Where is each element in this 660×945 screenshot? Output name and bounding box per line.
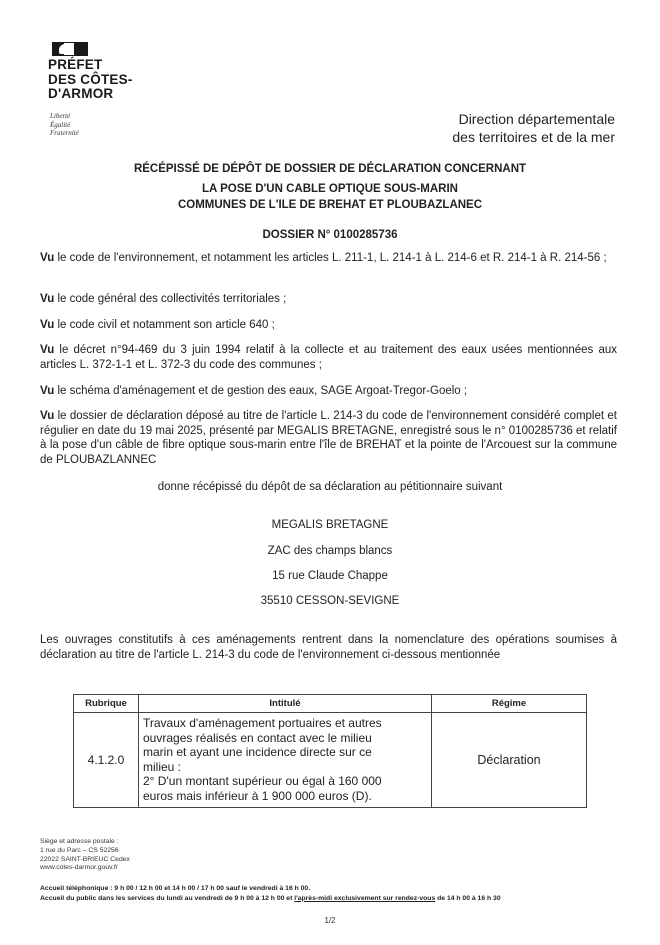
footer-phone-hours: Accueil téléphonique : 9 h 00 / 12 h 00 et 14 h 00 / 17 h 00 sauf le vendredi à 16 h 00. [40, 885, 311, 892]
petitionnaire-address-3: 35510 CESSON-SEVIGNE [260, 595, 400, 607]
header-intitule: Intitulé [139, 695, 432, 713]
vu-label: Vu [40, 385, 55, 397]
petitionnaire-address-1: ZAC des champs blancs [267, 545, 393, 557]
visa-text: le schéma d'aménagement et de gestion des eaux, SAGE Argoat-Tregor-Goelo ; [54, 385, 468, 397]
vu-label: Vu [40, 293, 55, 305]
motto-fraternite: Fraternité [50, 129, 79, 137]
footer-website-link[interactable]: www.cotes-darmor.gouv.fr [40, 864, 119, 872]
table-header-row [74, 695, 587, 713]
visa-text: le code général des collectivités territoriales ; [54, 293, 287, 305]
intitule-line: ouvrages réalisés en contact avec le milieu [143, 730, 372, 745]
visa-text: le code de l'environnement, et notamment les articles L. 211-1, L. 214-1 à L. 214-6 et R. 214-1 à R. 214-56 ; [54, 252, 607, 264]
dossier-number: DOSSIER N° 0100285736 [262, 229, 398, 241]
public-hours-underlined: l'après-midi exclusivement sur rendez-vous [294, 894, 436, 902]
footer-public-hours [40, 894, 501, 904]
marianne-logo [52, 42, 88, 56]
visa-paragraph [40, 318, 617, 333]
cell-regime: Déclaration [432, 713, 587, 808]
footer-siege-label: Siège et adresse postale : [40, 838, 119, 845]
table-row [74, 713, 587, 808]
direction-heading [452, 110, 615, 146]
logo-line-2: DES CÔTES- [48, 71, 133, 87]
vu-label: Vu [40, 319, 55, 331]
intitule-line: marin et ayant une incidence directe sur ce [143, 745, 372, 760]
visa-text: le dossier de déclaration déposé au titre de l'article L. 214-3 du code de l'environnement considéré complet et régulier en date du 19 mai 2025, présenté par MEGALIS BRETAGNE, enregistré sous le n° 0100285736 et relatif à la pose d'un câble de fibre optique sous-marin entre l'île de BREHAT et la pointe de l'Arcouest sur la commune de PLOUBAZLANNEC [40, 410, 617, 466]
visa-paragraph [40, 343, 617, 372]
intitule-line: 2° D'un montant supérieur ou égal à 160 000 [143, 774, 382, 789]
public-hours-text-end: de 14 h 00 à 16 h 30 [435, 894, 501, 902]
prefet-logo-text [48, 58, 133, 102]
cell-intitule [139, 713, 432, 808]
header-regime: Régime [432, 695, 587, 713]
logo-line-3: D'ARMOR [48, 86, 114, 101]
visa-paragraph [40, 409, 617, 467]
donne-recepisse: donne récépissé du dépôt de sa déclaration au pétitionnaire suivant [157, 481, 503, 493]
visa-text: le décret n°94-469 du 3 juin 1994 relatif à la collecte et au traitement des eaux usées mentionnées aux articles L. 372-1-1 et L. 372-3 du code des communes ; [40, 344, 617, 371]
vu-label: Vu [40, 344, 55, 356]
title-line-1: RÉCÉPISSÉ DE DÉPÔT DE DOSSIER DE DÉCLARATION CONCERNANT [133, 163, 527, 175]
nomenclature-table [73, 694, 587, 808]
vu-label: Vu [40, 410, 55, 422]
ouvrages-paragraph: Les ouvrages constitutifs à ces aménagements rentrent dans la nomenclature des opérations soumises à déclaration au titre de l'article L. 214-3 du code de l'environnement ci-dessous mentionnée [40, 634, 617, 661]
footer-hours [40, 884, 501, 903]
intitule-line: Travaux d'aménagement portuaires et autres [143, 716, 382, 730]
visa-paragraph [40, 251, 617, 266]
intitule-line: euros mais inférieur à 1 900 000 euros (D). [143, 788, 372, 803]
footer-address [40, 838, 130, 873]
page-number: 1/2 [324, 916, 336, 925]
direction-line-2: des territoires et de la mer [452, 129, 615, 145]
republic-motto [50, 112, 79, 138]
footer-city: 22022 SAINT-BRIEUC Cedex [40, 855, 130, 863]
motto-liberte: Liberté [50, 112, 71, 120]
visa-text: le code civil et notamment son article 640 ; [54, 319, 275, 331]
visa-paragraph [40, 292, 617, 307]
header-rubrique: Rubrique [74, 695, 139, 713]
logo-line-1: PRÉFET [48, 57, 103, 72]
title-line-3: COMMUNES DE L'ILE DE BREHAT ET PLOUBAZLANEC [177, 199, 483, 211]
intitule-line: milieu : [143, 759, 182, 774]
petitionnaire-address-2: 15 rue Claude Chappe [272, 570, 388, 582]
vu-label: Vu [40, 252, 55, 264]
petitionnaire-name: MEGALIS BRETAGNE [271, 519, 389, 531]
cell-rubrique: 4.1.2.0 [74, 713, 139, 808]
title-line-2: LA POSE D'UN CABLE OPTIQUE SOUS-MARIN [202, 183, 458, 195]
footer-street: 1 rue du Parc – CS 52256 [40, 846, 119, 854]
public-hours-text: Accueil du public dans les services du lundi au vendredi de 9 h 00 à 12 h 00 et [40, 894, 295, 902]
visa-paragraph [40, 384, 617, 399]
direction-line-1: Direction départementale [458, 111, 615, 127]
motto-egalite: Égalité [50, 120, 71, 129]
